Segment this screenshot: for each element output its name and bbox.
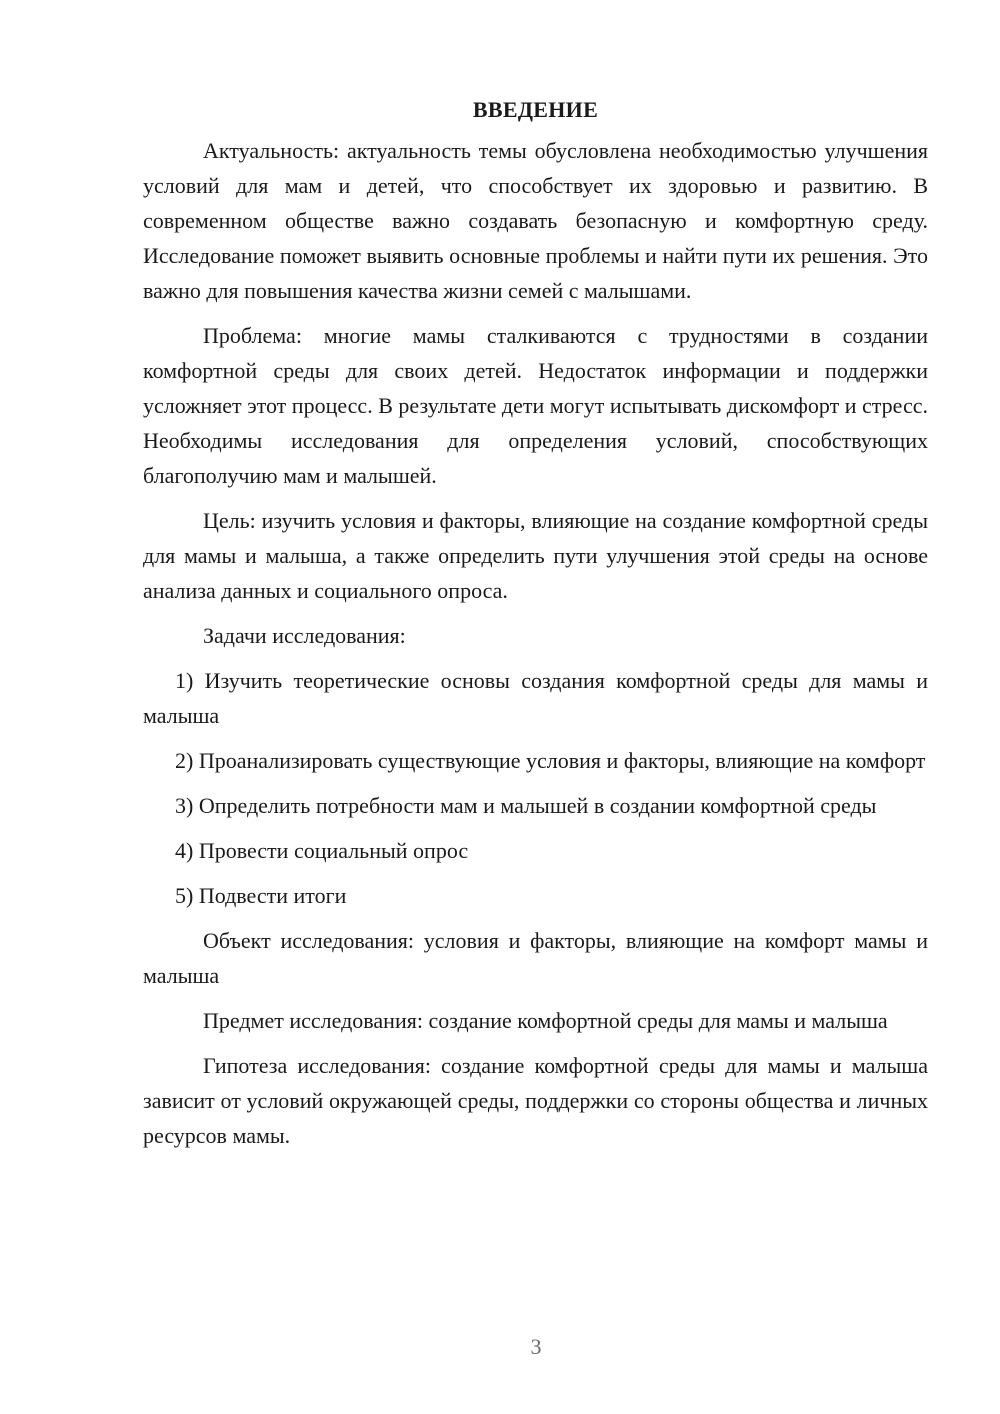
relevance-paragraph: Актуальность: актуальность темы обусловлена необходимостью улучшения условий для мам и детей, что способствует их здоровью и развитию. В современном обществе важно создавать безопасную и комфортную среду. Исследование поможет выявить основные проблемы и найти пути их решения. Это важно для повышения качества жизни семей с малышами. xyxy=(143,138,928,303)
problem-paragraph: Проблема: многие мамы сталкиваются с трудностями в создании комфортной среды для своих детей. Недостаток информации и поддержки усложняет этот процесс. В результате дети могут испытывать дискомфорт и стресс. Необходимы исследования для определения условий, способствующих благополучию мам и малышей. xyxy=(143,323,928,488)
task-item: 5) Подвести итоги xyxy=(175,883,347,908)
task-item: 2) Проанализировать существующие условия и факторы, влияющие на комфорт xyxy=(175,748,926,773)
tasks-heading: Задачи исследования: xyxy=(203,623,406,648)
page-number: 3 xyxy=(530,1334,542,1359)
goal-paragraph: Цель: изучить условия и факторы, влияющие на создание комфортной среды для мамы и малыша, а также определить пути улучшения этой среды на основе анализа данных и социального опроса. xyxy=(143,508,928,603)
page-content xyxy=(143,92,928,1163)
task-item: 1) Изучить теоретические основы создания комфортной среды для мамы и малыша xyxy=(143,668,928,728)
hypothesis-paragraph: Гипотеза исследования: создание комфортной среды для мамы и малыша зависит от условий окружающей среды, поддержки со стороны общества и личных ресурсов мамы. xyxy=(143,1053,928,1148)
object-paragraph: Объект исследования: условия и факторы, влияющие на комфорт мамы и малыша xyxy=(143,928,928,988)
subject-paragraph: Предмет исследования: создание комфортной среды для мамы и малыша xyxy=(203,1008,888,1033)
task-item: 4) Провести социальный опрос xyxy=(175,838,469,863)
section-title: ВВЕДЕНИЕ xyxy=(472,97,599,122)
task-item: 3) Определить потребности мам и малышей в создании комфортной среды xyxy=(175,793,877,818)
